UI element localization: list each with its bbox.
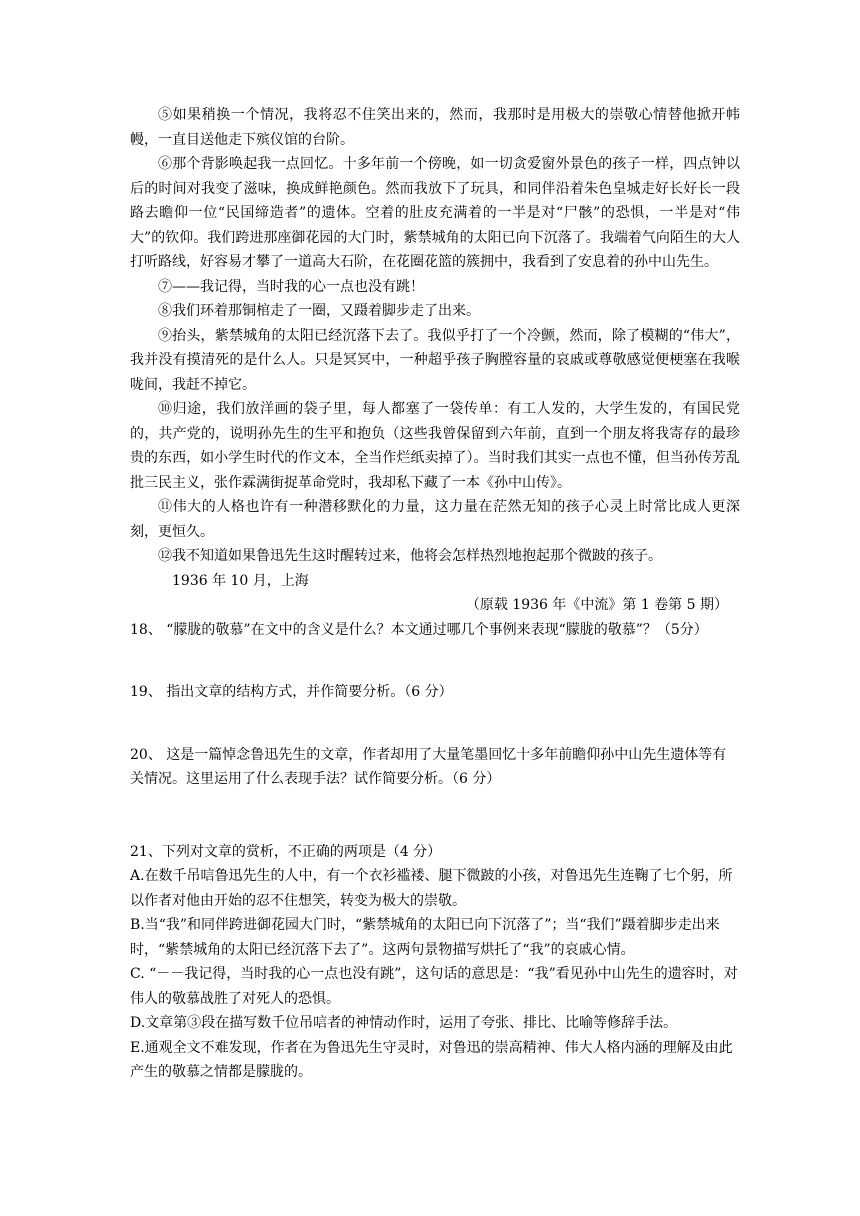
option-c: C. “－－我记得，当时我的心一点也没有跳”，这句话的意思是：“我”看见孙中山先生的遗容时，对伟人的敬慕战胜了对死人的恐惧。	[130, 966, 738, 1007]
paragraph-9: ⑨抬头，紫禁城角的太阳已经沉落下去了。我似乎打了一个冷颤，然而，除了模糊的“伟大”，我并没有摸清死的是什么人。只是冥冥中，一种超乎孩子胸膛容量的哀戚或尊敬感觉便梗塞在我喉咙间，我赶不掉它。	[130, 327, 740, 393]
date-place: 1936 年 10 月，上海	[172, 572, 309, 589]
option-a: A.在数千吊唁鲁迅先生的人中，有一个衣衫褴褛、腿下微跛的小孩，对鲁迅先生连鞠了七个躬，所以作者对他由开始的忍不住想笑，转变为极大的崇敬。	[130, 868, 733, 909]
option-b: B.当“我”和同伴跨进御花园大门时，“紫禁城角的太阳已向下沉落了”；当“我们”蹑着脚步走出来时，“紫禁城角的太阳已经沉落下去了”。这两句景物描写烘托了“我”的哀戚心情。	[130, 917, 720, 958]
paragraph-12: ⑫我不知道如果鲁迅先生这时醒转过来，他将会怎样热烈地抱起那个微跛的孩子。	[158, 548, 662, 564]
answer-space-18	[130, 642, 740, 680]
source-citation: （原载 1936 年《中流》第 1 卷第 5 期）	[465, 597, 728, 613]
option-e: E.通观全文不难发现，作者在为鲁迅先生守灵时，对鲁迅的崇高精神、伟大人格内涵的理解及由此产生的敬慕之情都是朦胧的。	[130, 1039, 733, 1080]
question-21-stem: 21、下列对文章的赏析，不正确的两项是（4 分）	[130, 843, 442, 860]
question-19: 19、 指出文章的结构方式，并作简要分析。（6 分）	[130, 684, 453, 700]
paragraph-7: ⑦——我记得，当时我的心一点也没有跳！	[158, 278, 424, 295]
question-20: 20、 这是一篇悼念鲁迅先生的文章，作者却用了大量笔墨回忆十多年前瞻仰孙中山先生遗体等有关情况。这里运用了什么表现手法？试作简要分析。（6 分）	[130, 746, 727, 787]
paragraph-5: ⑤如果稍换一个情况，我将忍不住笑出来的，然而，我那时是用极大的崇敬心情替他掀开帏幔，一直目送他走下殡仪馆的台阶。	[130, 107, 740, 148]
option-d: D.文章第③段在描写数千位吊唁者的神情动作时，运用了夸张、排比、比喻等修辞手法。	[130, 1015, 678, 1031]
paragraph-11: ⑪伟大的人格也许有一种潜移默化的力量，这力量在茫然无知的孩子心灵上时常比成人更深刻，更恒久。	[130, 499, 740, 540]
paragraph-10: ⑩归途，我们放洋画的袋子里，每人都塞了一袋传单：有工人发的，大学生发的，有国民党的，共产党的，说明孙先生的生平和抱负（这些我曾保留到六年前，直到一个朋友将我寄存的最珍贵的东西，如小学生时代的作文本，全当作烂纸卖掉了）。当时我们其实一点也不懂，但当孙传芳乱批三民主义，张作霖满街捉革命党时，我却私下藏了一本《孙中山传》。	[130, 401, 740, 491]
answer-space-20	[130, 792, 740, 840]
paragraph-6: ⑥那个背影唤起我一点回忆。十多年前一个傍晚，如一切贪爱窗外景色的孩子一样，四点钟以后的时间对我变了滋味，换成鲜艳颜色。然而我放下了玩具，和同伴沿着朱色皇城走好长好长一段路去瞻仰一位“民国缔造者”的遗体。空着的肚皮充满着的一半是对“尸骸”的恐惧，一半是对“伟大”的钦仰。我们跨进那座御花园的大门时，紫禁城角的太阳已向下沉落了。我端着气向陌生的大人打听路线，好容易才攀了一道高大石阶，在花圈花篮的簇拥中，我看到了安息着的孙中山先生。	[130, 156, 740, 270]
question-18: 18、 “朦胧的敬慕”在文中的含义是什么？本文通过哪几个事例来表现“朦胧的敬慕”？（5分）	[130, 621, 708, 638]
answer-space-19	[130, 705, 740, 743]
document-page	[130, 103, 740, 1085]
paragraph-8: ⑧我们环着那铜棺走了一圈，又蹑着脚步走了出来。	[158, 303, 480, 319]
